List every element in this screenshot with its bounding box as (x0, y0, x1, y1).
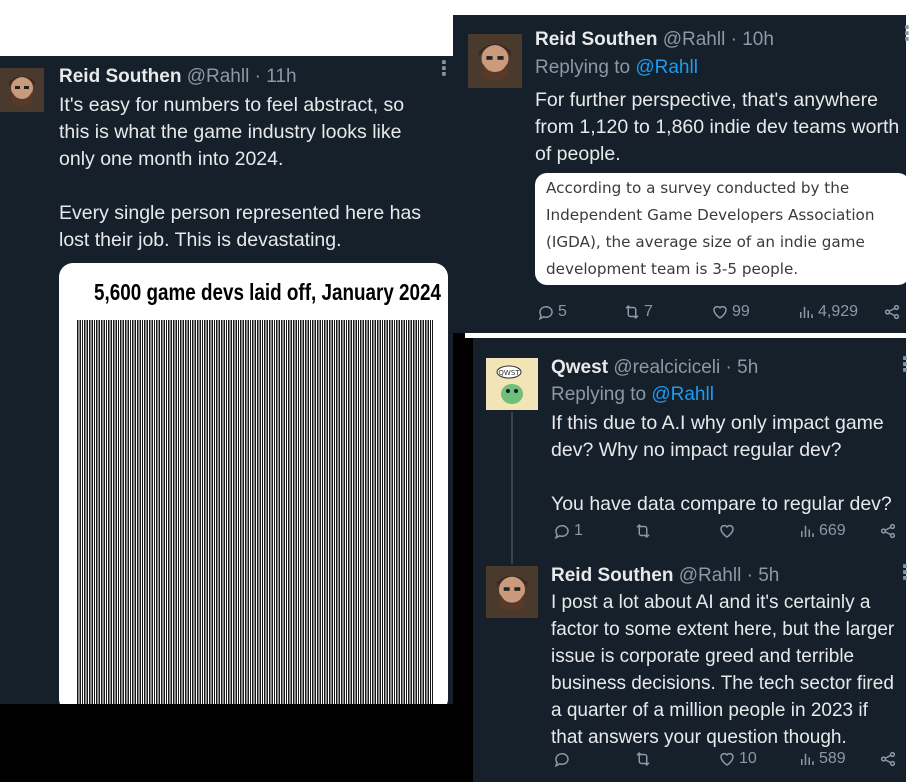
tweet-text: It's easy for numbers to feel abstract, so this is what the game industry looks like only one month into 2024. Every single person represented here has lost their job. This is devastating. (59, 94, 422, 251)
replying-to (535, 57, 698, 79)
tweet-text: If this due to A.I why only impact game dev? Why no impact regular dev? You have data compare to regular dev? (551, 412, 892, 515)
share-icon (879, 750, 897, 768)
replying-to (551, 384, 714, 406)
reply-count: 5 (558, 303, 567, 320)
people-grid-graphic (77, 320, 433, 708)
reply-icon (537, 303, 555, 321)
tweet-header (535, 29, 774, 51)
tweet-text: I post a lot about AI and it's certainly a factor to some extent here, but the larger issue is corporate greed and terrible business decisions. The tech sector fired a quarter of a million people in 2023 if that answers your question though. (551, 592, 895, 748)
retweet-icon (634, 750, 652, 768)
like-button[interactable] (711, 303, 750, 321)
author-avatar[interactable] (486, 566, 538, 618)
reply-button[interactable] (553, 522, 583, 540)
views-button[interactable] (797, 303, 858, 321)
retweet-count: 7 (644, 303, 653, 320)
retweet-icon (623, 303, 641, 321)
share-button[interactable] (879, 750, 897, 768)
quote-image[interactable] (535, 173, 910, 285)
retweet-button[interactable] (634, 522, 655, 540)
tweet-actions (465, 750, 906, 774)
author-name[interactable]: Reid Southen (59, 66, 182, 87)
views-count: 589 (819, 750, 846, 767)
tweet-header (59, 66, 297, 88)
reply-button[interactable] (553, 750, 574, 768)
heart-icon (711, 303, 729, 321)
author-avatar[interactable] (0, 68, 44, 112)
tweet-reply-1 (453, 15, 916, 333)
reply-icon (553, 522, 571, 540)
views-button[interactable] (798, 750, 846, 768)
timestamp[interactable]: 11h (266, 66, 297, 87)
author-name[interactable]: Qwest (551, 357, 609, 378)
tweet-main (0, 56, 465, 704)
tweet-header (551, 565, 779, 587)
mention-link[interactable]: @Rahll (651, 384, 714, 405)
more-options-icon[interactable]: ⋮ (434, 58, 453, 80)
share-button[interactable] (879, 522, 897, 540)
panel-border (465, 338, 473, 782)
author-handle[interactable]: @realciciceli (613, 357, 721, 378)
separator: · (725, 29, 743, 50)
author-avatar[interactable] (468, 34, 522, 88)
author-handle[interactable]: @Rahll (662, 29, 726, 50)
retweet-button[interactable] (623, 303, 653, 321)
like-count: 10 (739, 750, 757, 767)
reply-icon (553, 750, 571, 768)
views-count: 669 (819, 522, 846, 539)
separator: · (741, 565, 759, 586)
heart-icon (718, 750, 736, 768)
separator: · (249, 66, 267, 87)
tweet-image[interactable] (59, 263, 448, 713)
reply-button[interactable] (537, 303, 567, 321)
share-button[interactable] (883, 303, 901, 321)
tweet-header (551, 357, 758, 379)
author-handle[interactable]: @Rahll (678, 565, 742, 586)
views-icon (797, 303, 815, 321)
image-title: 5,600 game devs laid off, January 2024 (94, 279, 442, 305)
like-count: 99 (732, 303, 750, 320)
backdrop-strip-right (453, 333, 465, 782)
tweet-actions (453, 303, 906, 327)
timestamp[interactable]: 5h (737, 357, 759, 378)
like-button[interactable] (718, 522, 739, 540)
share-icon (883, 303, 901, 321)
retweet-icon (634, 522, 652, 540)
retweet-button[interactable] (634, 750, 655, 768)
quote-text: According to a survey conducted by the Independent Game Developers Association (IGDA), the average size of an indie game development team is 3-5 people. (546, 179, 875, 278)
tweet-text: For further perspective, that's anywhere from 1,120 to 1,860 indie dev teams worth of people. (535, 89, 900, 165)
author-name[interactable]: Reid Southen (551, 565, 674, 586)
separator: · (720, 357, 738, 378)
timestamp[interactable]: 5h (758, 565, 780, 586)
views-button[interactable] (798, 522, 846, 540)
mention-link[interactable]: @Rahll (635, 57, 698, 78)
replying-label: Replying to (551, 384, 647, 405)
views-icon (798, 522, 816, 540)
tweet-actions (465, 522, 906, 546)
views-icon (798, 750, 816, 768)
replying-label: Replying to (535, 57, 631, 78)
author-handle[interactable]: @Rahll (186, 66, 250, 87)
author-name[interactable]: Reid Southen (535, 29, 658, 50)
timestamp[interactable]: 10h (742, 29, 774, 50)
backdrop-strip-top (0, 704, 453, 782)
like-button[interactable] (718, 750, 757, 768)
more-options-icon[interactable]: ⋮ (895, 354, 914, 376)
qwest-avatar-badge: QWST (498, 369, 520, 377)
reply-thread (465, 338, 914, 782)
qwest-avatar[interactable] (486, 358, 538, 410)
heart-icon (718, 522, 736, 540)
more-options-icon[interactable]: ⋮ (897, 23, 916, 45)
more-options-icon[interactable]: ⋮ (895, 562, 914, 584)
share-icon (879, 522, 897, 540)
reply-count: 1 (574, 522, 583, 539)
views-count: 4,929 (818, 303, 859, 320)
